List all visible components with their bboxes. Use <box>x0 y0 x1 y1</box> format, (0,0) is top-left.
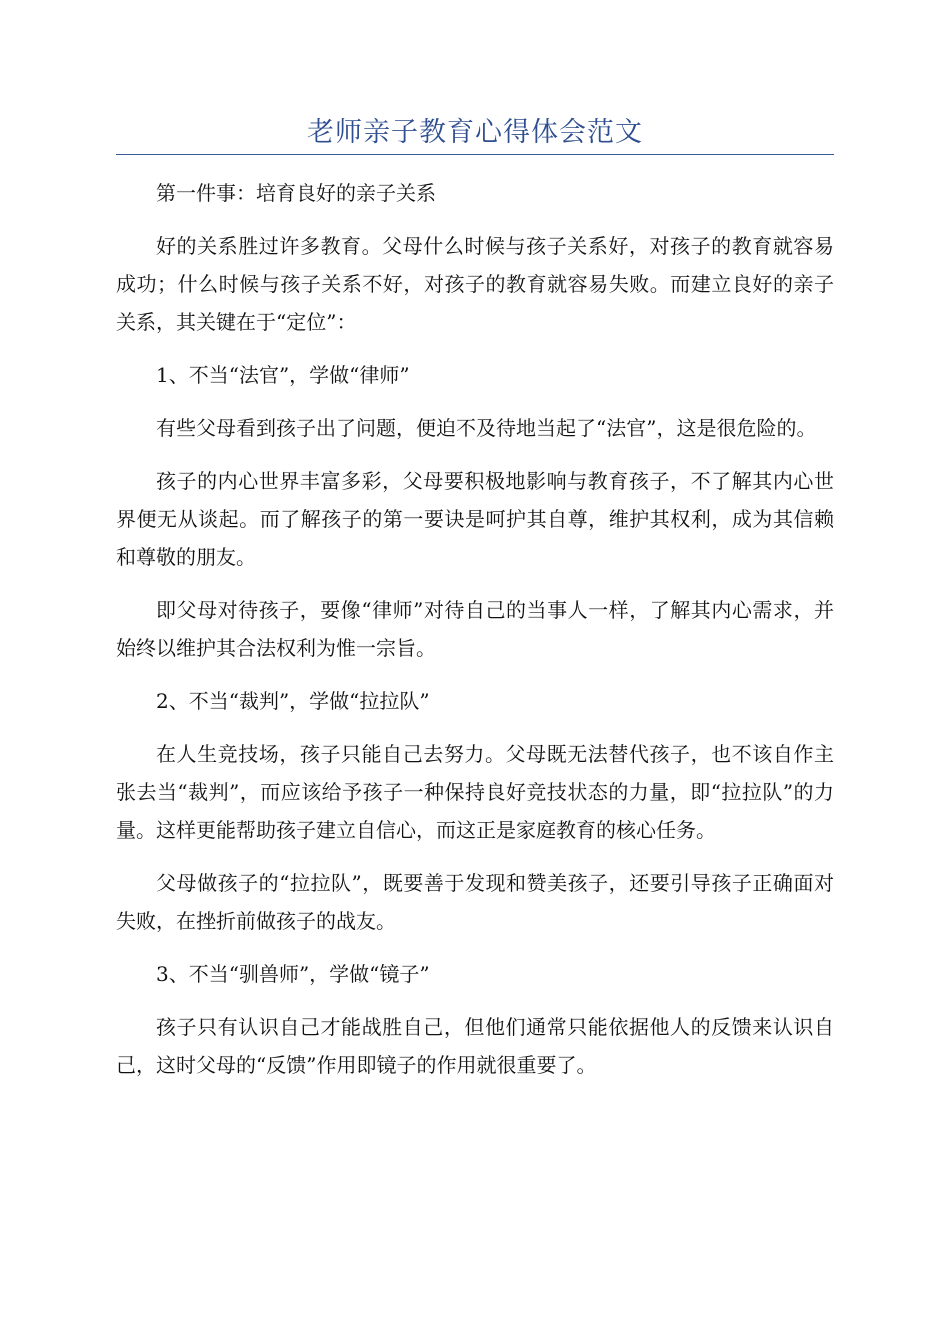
paragraph-judge-danger: 有些父母看到孩子出了问题，便迫不及待地当起了“法官”，这是很危险的。 <box>156 416 817 440</box>
subheading-lawyer: 1、不当“法官”，学做“律师” <box>156 363 410 387</box>
paragraph-lawyer-role: 即父母对待孩子，要像“律师”对待自己的当事人一样，了解其内心需求，并始终以维护其合法权利为惟一宗旨。 <box>116 598 834 660</box>
subheading-mirror: 3、不当“驯兽师”，学做“镜子” <box>156 962 430 986</box>
paragraph-cheerleader-role: 父母做孩子的“拉拉队”，既要善于发现和赞美孩子，还要引导孩子正确面对失败，在挫折前做孩子的战友。 <box>116 871 834 933</box>
paragraph-mirror-role: 孩子只有认识自己才能战胜自己，但他们通常只能依据他人的反馈来认识自己，这时父母的“反馈”作用即镜子的作用就很重要了。 <box>116 1015 834 1077</box>
section-heading-relationship: 第一件事：培育良好的亲子关系 <box>156 181 436 205</box>
document-title: 老师亲子教育心得体会范文 <box>307 117 643 148</box>
paragraph-inner-world: 孩子的内心世界丰富多彩，父母要积极地影响与教育孩子，不了解其内心世界便无从谈起。而了解孩子的第一要诀是呵护其自尊，维护其权利，成为其信赖和尊敬的朋友。 <box>116 469 834 569</box>
document-body <box>116 174 834 1099</box>
paragraph-intro: 好的关系胜过许多教育。父母什么时候与孩子关系好，对孩子的教育就容易成功；什么时候与孩子关系不好，对孩子的教育就容易失败。而建立良好的亲子关系，其关键在于“定位”： <box>116 234 834 334</box>
paragraph-arena: 在人生竞技场，孩子只能自己去努力。父母既无法替代孩子，也不该自作主张去当“裁判”，而应该给予孩子一种保持良好竞技状态的力量，即“拉拉队”的力量。这样更能帮助孩子建立自信心，而这正是家庭教育的核心任务。 <box>116 742 834 842</box>
subheading-cheerleader: 2、不当“裁判”，学做“拉拉队” <box>156 689 430 713</box>
title-underline <box>116 154 834 155</box>
